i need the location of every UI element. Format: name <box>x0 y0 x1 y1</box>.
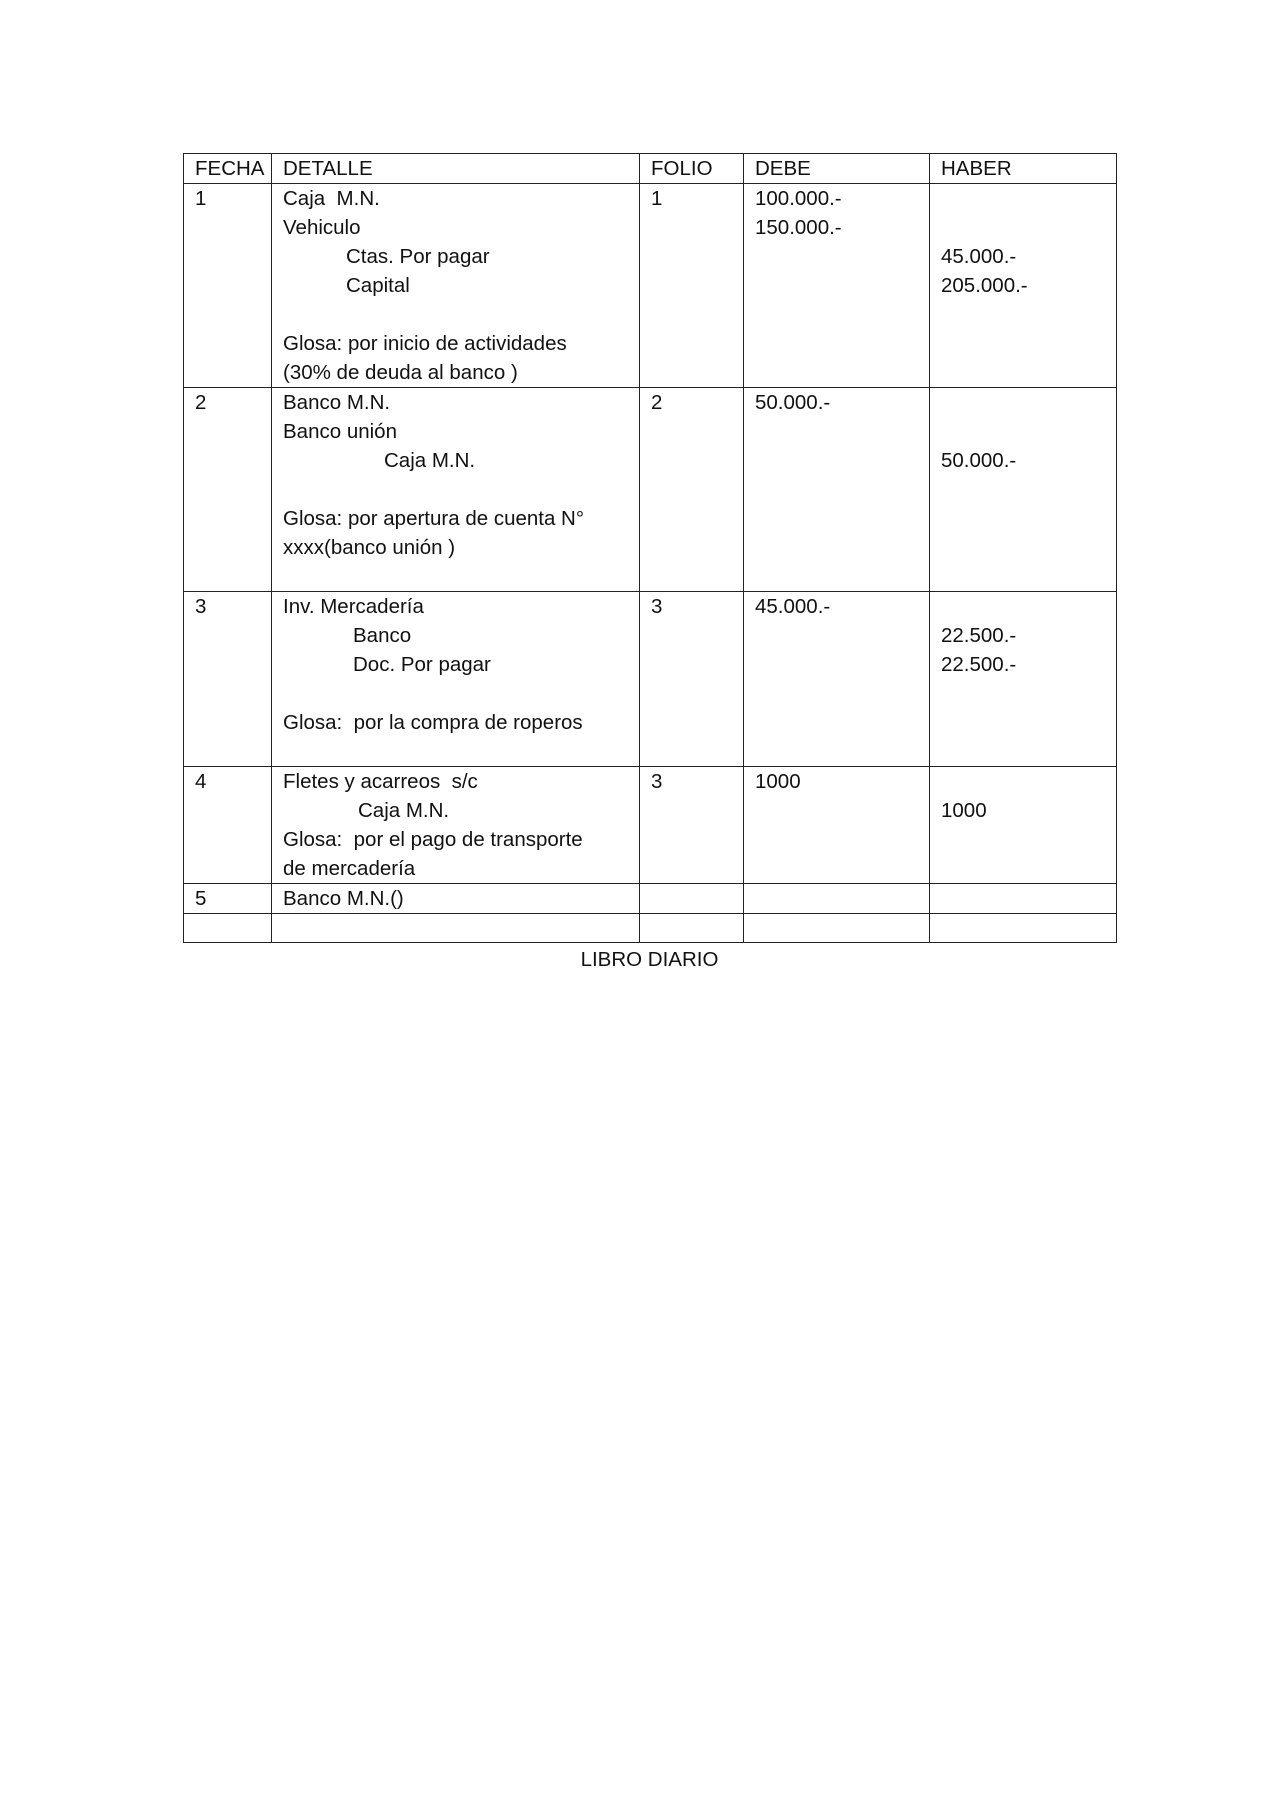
folio-value: 3 <box>651 770 663 793</box>
detalle-line: Caja M.N. <box>384 449 476 472</box>
table-row <box>184 884 1117 914</box>
cell-haber <box>930 592 1117 767</box>
glosa-line: Glosa: por el pago de transporte <box>283 828 583 851</box>
table-caption: LIBRO DIARIO <box>580 948 719 971</box>
folio-value: 3 <box>651 595 663 618</box>
detalle-line: Banco unión <box>283 420 397 443</box>
haber-value: 22.500.- <box>941 653 1017 676</box>
header-fecha: FECHA <box>184 154 272 184</box>
folio-value: 1 <box>651 187 663 210</box>
detalle-spacer <box>283 300 628 329</box>
haber-value: 45.000.- <box>941 245 1017 268</box>
cell-detalle <box>272 592 640 767</box>
cell-haber <box>930 184 1117 388</box>
fecha-value: 3 <box>195 595 207 618</box>
cell-fecha <box>184 884 272 914</box>
haber-spacer <box>941 767 1105 796</box>
cell-debe <box>744 184 930 388</box>
glosa-line: (30% de deuda al banco ) <box>283 361 518 384</box>
header-debe: DEBE <box>744 154 930 184</box>
fecha-value: 2 <box>195 391 207 414</box>
detalle-line: Banco M.N.() <box>283 887 404 910</box>
header-detalle: DETALLE <box>272 154 640 184</box>
detalle-line: Fletes y acarreos s/c <box>283 770 478 793</box>
cell-detalle <box>272 914 640 943</box>
detalle-line: Banco <box>353 624 412 647</box>
cell-folio <box>640 388 744 592</box>
cell-folio <box>640 184 744 388</box>
detalle-line: Caja M.N. <box>358 799 450 822</box>
detalle-line: Capital <box>346 274 410 297</box>
libro-diario-table <box>183 153 1117 943</box>
fecha-value: 4 <box>195 770 207 793</box>
header-row <box>184 154 1117 184</box>
cell-debe <box>744 914 930 943</box>
haber-spacer <box>941 184 1105 213</box>
cell-folio <box>640 884 744 914</box>
fecha-value: 1 <box>195 187 207 210</box>
haber-spacer <box>941 388 1105 417</box>
cell-fecha <box>184 592 272 767</box>
table-row <box>184 388 1117 592</box>
debe-value: 45.000.- <box>755 595 831 618</box>
table-row-empty <box>184 914 1117 943</box>
cell-debe <box>744 388 930 592</box>
cell-folio <box>640 592 744 767</box>
cell-detalle <box>272 184 640 388</box>
cell-debe <box>744 592 930 767</box>
detalle-spacer <box>283 475 628 504</box>
cell-fecha <box>184 767 272 884</box>
glosa-line: de mercadería <box>283 857 416 880</box>
haber-value: 205.000.- <box>941 274 1028 297</box>
haber-value: 22.500.- <box>941 624 1017 647</box>
glosa-line: Glosa: por apertura de cuenta N° <box>283 507 585 530</box>
debe-value: 1000 <box>755 770 801 793</box>
table-row <box>184 592 1117 767</box>
header-haber: HABER <box>930 154 1117 184</box>
detalle-line: Doc. Por pagar <box>353 653 491 676</box>
cell-haber <box>930 884 1117 914</box>
detalle-line: Inv. Mercadería <box>283 595 424 618</box>
cell-folio <box>640 767 744 884</box>
haber-spacer <box>941 592 1105 621</box>
cell-folio <box>640 914 744 943</box>
glosa-line: Glosa: por inicio de actividades <box>283 332 567 355</box>
haber-spacer <box>941 417 1105 446</box>
detalle-line: Caja M.N. <box>283 187 380 210</box>
cell-detalle <box>272 767 640 884</box>
debe-value: 50.000.- <box>755 391 831 414</box>
detalle-spacer <box>283 679 628 708</box>
haber-value: 1000 <box>941 799 987 822</box>
cell-haber <box>930 388 1117 592</box>
table-row <box>184 767 1117 884</box>
folio-value: 2 <box>651 391 663 414</box>
cell-detalle <box>272 388 640 592</box>
glosa-line: Glosa: por la compra de roperos <box>283 711 583 734</box>
detalle-line: Banco M.N. <box>283 391 391 414</box>
cell-haber <box>930 767 1117 884</box>
detalle-line: Vehiculo <box>283 216 361 239</box>
cell-debe <box>744 884 930 914</box>
cell-fecha <box>184 388 272 592</box>
cell-debe <box>744 767 930 884</box>
cell-detalle <box>272 884 640 914</box>
glosa-line: xxxx(banco unión ) <box>283 536 456 559</box>
haber-value: 50.000.- <box>941 449 1017 472</box>
debe-value: 150.000.- <box>755 216 842 239</box>
header-folio: FOLIO <box>640 154 744 184</box>
cell-haber <box>930 914 1117 943</box>
detalle-line: Ctas. Por pagar <box>346 245 490 268</box>
cell-fecha <box>184 184 272 388</box>
table-row <box>184 184 1117 388</box>
fecha-value: 5 <box>195 887 207 910</box>
cell-fecha <box>184 914 272 943</box>
haber-spacer <box>941 213 1105 242</box>
debe-value: 100.000.- <box>755 187 842 210</box>
